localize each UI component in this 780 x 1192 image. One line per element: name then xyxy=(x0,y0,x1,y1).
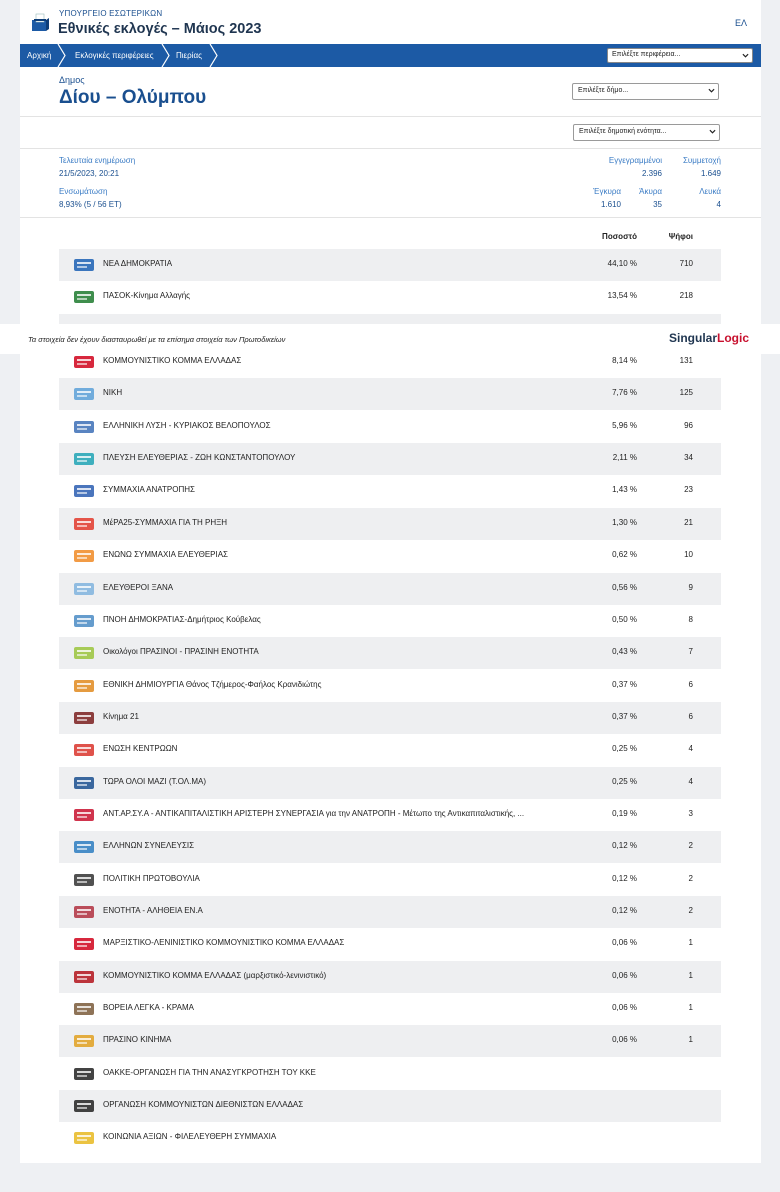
party-name: ΚΟΜΜΟΥΝΙΣΤΙΚΟ ΚΟΜΜΑ ΕΛΛΑΔΑΣ (μαρξιστικό-λενινιστικό) xyxy=(103,970,327,980)
last-update-value: 21/5/2023, 20:21 xyxy=(59,169,120,178)
chevron-down-icon xyxy=(709,128,716,135)
party-name: ΑΝΤ.ΑΡ.ΣΥ.Α - ΑΝΤΙΚΑΠΙΤΑΛΙΣΤΙΚΗ ΑΡΙΣΤΕΡΗ ΣΥΝΕΡΓΑΣΙΑ για την ΑΝΑΤΡΟΠΗ - Μέτωπο της Αντικαπιταλιστικής, ... xyxy=(103,808,525,818)
table-row[interactable] xyxy=(59,281,721,313)
table-row[interactable] xyxy=(59,702,721,734)
party-name: ΜέΡΑ25-ΣΥΜΜΑΧΙΑ ΓΙΑ ΤΗ ΡΗΞΗ xyxy=(103,517,228,527)
party-votes: 3 xyxy=(688,808,693,818)
party-name: ΠΑΣΟΚ-Κίνημα Αλλαγής xyxy=(103,291,191,301)
table-row[interactable] xyxy=(59,831,721,863)
disclaimer-banner xyxy=(0,324,780,354)
table-row[interactable] xyxy=(59,573,721,605)
party-votes: 9 xyxy=(688,582,693,592)
municipality-select-value: Επιλέξτε δήμο... xyxy=(578,87,629,94)
party-name: ΤΩΡΑ ΟΛΟΙ ΜΑΖΙ (Τ.ΟΛ.ΜΑ) xyxy=(103,776,207,786)
party-percent: 0,56 % xyxy=(612,582,637,592)
party-votes: 1 xyxy=(688,938,693,948)
party-percent: 1,30 % xyxy=(612,517,637,527)
party-name: ΟΡΓΑΝΩΣΗ ΚΟΜΜΟΥΝΙΣΤΩΝ ΔΙΕΘΝΙΣΤΩΝ ΕΛΛΑΔΑΣ xyxy=(103,1100,304,1110)
table-row[interactable] xyxy=(59,1058,721,1090)
party-votes: 2 xyxy=(688,906,693,915)
party-votes: 6 xyxy=(688,711,693,721)
party-percent: 0,12 % xyxy=(612,841,637,851)
table-row[interactable] xyxy=(59,378,721,410)
kinima21-logo xyxy=(72,711,96,725)
okde-logo xyxy=(72,1099,96,1113)
ministry-label: ΥΠΟΥΡΓΕΙΟ ΕΣΩΤΕΡΙΚΩΝ xyxy=(59,9,163,18)
table-row[interactable] xyxy=(59,928,721,960)
party-percent: 0,43 % xyxy=(612,647,637,657)
brand-accent: Logic xyxy=(717,331,750,345)
nd-logo xyxy=(72,258,96,272)
page-container xyxy=(20,0,761,1192)
municipal-unit-select[interactable] xyxy=(573,124,720,141)
party-votes: 2 xyxy=(688,841,693,851)
municipality-name: Δίου – Ολύμπου xyxy=(59,87,207,108)
party-name: ΠΟΛΙΤΙΚΗ ΠΡΩΤΟΒΟΥΛΙΑ xyxy=(103,873,200,883)
party-percent: 0,19 % xyxy=(612,808,637,818)
column-header-percent: Ποσοστό xyxy=(602,232,637,241)
municipality-select[interactable] xyxy=(572,83,719,100)
party-name: ΠΛΕΥΣΗ ΕΛΕΥΘΕΡΙΑΣ - ΖΩΗ ΚΩΝΣΤΑΝΤΟΠΟΥΛΟΥ xyxy=(103,453,296,463)
party-percent: 13,54 % xyxy=(607,291,637,301)
table-row[interactable] xyxy=(59,540,721,572)
table-row[interactable] xyxy=(59,767,721,799)
party-percent: 1,43 % xyxy=(612,485,637,495)
breadcrumb-separator-icon xyxy=(56,44,68,67)
page-title[interactable]: Εθνικές εκλογές – Μάιος 2023 xyxy=(58,21,262,37)
singular-logic-logo xyxy=(669,331,749,345)
politiki-protovoulia-logo xyxy=(72,873,96,887)
table-row[interactable] xyxy=(59,475,721,507)
turnout-value: 1.649 xyxy=(700,169,721,178)
antarsya-logo xyxy=(72,808,96,822)
party-name: ΕΝΟΤΗΤΑ - ΑΛΗΘΕΙΑ ΕΝ.Α xyxy=(103,906,203,915)
kke-ml-logo xyxy=(72,970,96,984)
party-percent: 0,50 % xyxy=(612,614,637,624)
party-votes: 1 xyxy=(688,970,693,980)
party-name: ΕΘΝΙΚΗ ΔΗΜΙΟΥΡΓΙΑ Θάνος Τζήμερος-Φαήλος Κρανιδιώτης xyxy=(103,679,322,689)
party-name: ΟΑΚΚΕ-ΟΡΓΑΝΩΣΗ ΓΙΑ ΤΗΝ ΑΝΑΣΥΓΚΡΟΤΗΣΗ ΤΟΥ ΚΚΕ xyxy=(103,1067,316,1077)
mlkke-logo xyxy=(72,937,96,951)
enosi-kentroon-logo xyxy=(72,743,96,757)
municipal-unit-select-value: Επιλέξτε δημοτική ενότητα... xyxy=(579,128,667,135)
party-votes: 4 xyxy=(688,744,693,754)
ellinon-synelefsis-logo xyxy=(72,840,96,854)
oakke-logo xyxy=(72,1067,96,1081)
valid-value: 1.610 xyxy=(600,200,621,209)
table-row[interactable] xyxy=(59,961,721,993)
breadcrumb-separator-icon xyxy=(160,44,172,67)
breadcrumb-pieria[interactable]: Πιερίας xyxy=(176,51,202,60)
valid-label: Έγκυρα xyxy=(593,187,621,196)
disclaimer-text: Τα στοιχεία δεν έχουν διασταυρωθεί με τα επίσημα στοιχεία των Πρωτοδικείων xyxy=(28,335,286,344)
party-votes: 131 xyxy=(679,356,693,366)
table-row[interactable] xyxy=(59,1090,721,1122)
breadcrumb-districts[interactable]: Εκλογικές περιφέρειες xyxy=(75,51,154,60)
kke-logo xyxy=(72,355,96,369)
region-select-value: Επιλέξτε περιφέρεια... xyxy=(612,51,681,58)
table-row[interactable] xyxy=(59,734,721,766)
registered-label: Εγγεγραμμένοι xyxy=(608,156,662,165)
table-row[interactable] xyxy=(59,799,721,831)
chevron-down-icon xyxy=(708,87,715,94)
party-name: ΠΝΟΗ ΔΗΜΟΚΡΑΤΙΑΣ-Δημήτριος Κούβελας xyxy=(103,614,261,624)
voreia-legka-logo xyxy=(72,1002,96,1016)
symmaxia-logo xyxy=(72,484,96,498)
breadcrumb-home[interactable]: Αρχική xyxy=(27,51,52,60)
enono-logo xyxy=(72,549,96,563)
party-percent: 8,14 % xyxy=(612,356,637,366)
party-name: Κίνημα 21 xyxy=(103,711,139,721)
party-name: ΠΡΑΣΙΝΟ ΚΙΝΗΜΑ xyxy=(103,1035,172,1045)
region-select[interactable] xyxy=(607,48,753,63)
party-percent: 0,06 % xyxy=(612,970,637,980)
party-votes: 2 xyxy=(688,873,693,883)
language-switch[interactable]: ΕΛ xyxy=(734,18,747,28)
party-percent: 0,06 % xyxy=(612,938,637,948)
party-name: ΒΟΡΕΙΑ ΛΕΓΚΑ - ΚΡΑΜΑ xyxy=(103,1003,194,1013)
footer xyxy=(20,1163,761,1192)
party-percent: 0,37 % xyxy=(612,679,637,689)
last-update-label: Τελευταία ενημέρωση xyxy=(59,156,136,165)
party-votes: 4 xyxy=(688,776,693,786)
table-row[interactable] xyxy=(59,443,721,475)
integration-value: 8,93% (5 / 56 ΕΤ) xyxy=(59,200,122,209)
party-percent: 0,37 % xyxy=(612,711,637,721)
party-percent: 0,62 % xyxy=(612,550,637,560)
table-row[interactable] xyxy=(59,864,721,896)
party-name: ΕΝΩΣΗ ΚΕΝΤΡΩΩΝ xyxy=(103,744,178,754)
pnoi-logo xyxy=(72,614,96,628)
table-row[interactable] xyxy=(59,896,721,928)
party-percent: 5,96 % xyxy=(612,420,637,430)
enotita-logo xyxy=(72,905,96,919)
party-votes: 1 xyxy=(688,1003,693,1013)
table-row[interactable] xyxy=(59,508,721,540)
party-name: ΕΛΛΗΝΙΚΗ ΛΥΣΗ - ΚΥΡΙΑΚΟΣ ΒΕΛΟΠΟΥΛΟΣ xyxy=(103,420,271,430)
table-row[interactable] xyxy=(59,637,721,669)
party-votes: 23 xyxy=(684,485,693,495)
koinonia-axion-logo xyxy=(72,1131,96,1145)
tolma-logo xyxy=(72,776,96,790)
table-row[interactable] xyxy=(59,1025,721,1057)
party-name: ΣΥΜΜΑΧΙΑ ΑΝΑΤΡΟΠΗΣ xyxy=(103,485,195,495)
breadcrumb xyxy=(20,44,761,67)
ethniki-dimiourgia-logo xyxy=(72,679,96,693)
party-percent: 0,12 % xyxy=(612,906,637,915)
chevron-down-icon xyxy=(742,52,749,59)
party-percent: 0,06 % xyxy=(612,1035,637,1045)
header xyxy=(20,0,761,44)
party-name: ΚΟΜΜΟΥΝΙΣΤΙΚΟ ΚΟΜΜΑ ΕΛΛΑΔΑΣ xyxy=(103,356,242,366)
party-votes: 125 xyxy=(679,388,693,398)
party-votes: 10 xyxy=(684,550,693,560)
turnout-label: Συμμετοχή xyxy=(682,156,721,165)
table-row[interactable] xyxy=(59,1122,721,1154)
registered-value: 2.396 xyxy=(641,169,662,178)
party-votes: 8 xyxy=(688,614,693,624)
invalid-value: 35 xyxy=(653,200,662,209)
elliniki-lysi-logo xyxy=(72,420,96,434)
plefsi-logo xyxy=(72,452,96,466)
party-votes: 710 xyxy=(679,259,693,268)
party-name: Οικολόγοι ΠΡΑΣΙΝΟΙ - ΠΡΑΣΙΝΗ ΕΝΟΤΗΤΑ xyxy=(103,647,259,657)
party-name: ΝΕΑ ΔΗΜΟΚΡΑΤΙΑ xyxy=(103,259,173,268)
party-votes: 6 xyxy=(688,679,693,689)
party-votes: 1 xyxy=(688,1035,693,1045)
party-percent: 0,06 % xyxy=(612,1003,637,1013)
mera25-logo xyxy=(72,517,96,531)
party-percent: 0,25 % xyxy=(612,776,637,786)
blank-label: Λευκά xyxy=(699,187,721,196)
unit-select-row xyxy=(20,117,761,149)
party-votes: 34 xyxy=(684,453,693,463)
party-name: ΕΛΕΥΘΕΡΟΙ ΞΑΝΑ xyxy=(103,582,174,592)
party-percent: 44,10 % xyxy=(607,259,637,268)
invalid-label: Άκυρα xyxy=(639,187,662,196)
eleftheroi-logo xyxy=(72,582,96,596)
blank-value: 4 xyxy=(716,200,721,209)
party-percent: 0,12 % xyxy=(612,873,637,883)
party-name: ΚΟΙΝΩΝΙΑ ΑΞΙΩΝ - ΦΙΛΕΛΕΥΘΕΡΗ ΣΥΜΜΑΧΙΑ xyxy=(103,1132,277,1142)
niki-logo xyxy=(72,387,96,401)
integration-label: Ενσωμάτωση xyxy=(59,187,108,196)
table-row[interactable] xyxy=(59,993,721,1025)
party-votes: 218 xyxy=(679,291,693,301)
brand-main: Singular xyxy=(669,331,718,345)
party-votes: 96 xyxy=(684,420,693,430)
column-header-votes: Ψήφοι xyxy=(668,232,693,241)
statistics-panel xyxy=(20,149,761,218)
party-votes: 7 xyxy=(688,647,693,657)
table-row[interactable] xyxy=(59,249,721,281)
party-percent: 2,11 % xyxy=(612,453,637,463)
municipality-section xyxy=(20,67,761,117)
party-name: ΕΝΩΝΩ ΣΥΜΜΑΧΙΑ ΕΛΕΥΘΕΡΙΑΣ xyxy=(103,550,228,560)
party-name: ΜΑΡΞΙΣΤΙΚΟ-ΛΕΝΙΝΙΣΤΙΚΟ ΚΟΜΜΟΥΝΙΣΤΙΚΟ ΚΟΜΜΑ ΕΛΛΑΔΑΣ xyxy=(103,938,345,948)
table-row[interactable] xyxy=(59,411,721,443)
breadcrumb-separator-icon xyxy=(208,44,220,67)
table-row[interactable] xyxy=(59,670,721,702)
prasino-kinima-logo xyxy=(72,1034,96,1048)
party-name: ΝΙΚΗ xyxy=(103,388,123,398)
pasok-logo xyxy=(72,290,96,304)
party-percent: 7,76 % xyxy=(612,388,637,398)
oikologoi-logo xyxy=(72,646,96,660)
table-row[interactable] xyxy=(59,605,721,637)
party-name: ΕΛΛΗΝΩΝ ΣΥΝΕΛΕΥΣΙΣ xyxy=(103,841,195,851)
municipality-label: Δημος xyxy=(59,75,85,85)
party-votes: 21 xyxy=(684,517,693,527)
party-percent: 0,25 % xyxy=(612,744,637,754)
ballot-box-icon xyxy=(30,12,50,32)
